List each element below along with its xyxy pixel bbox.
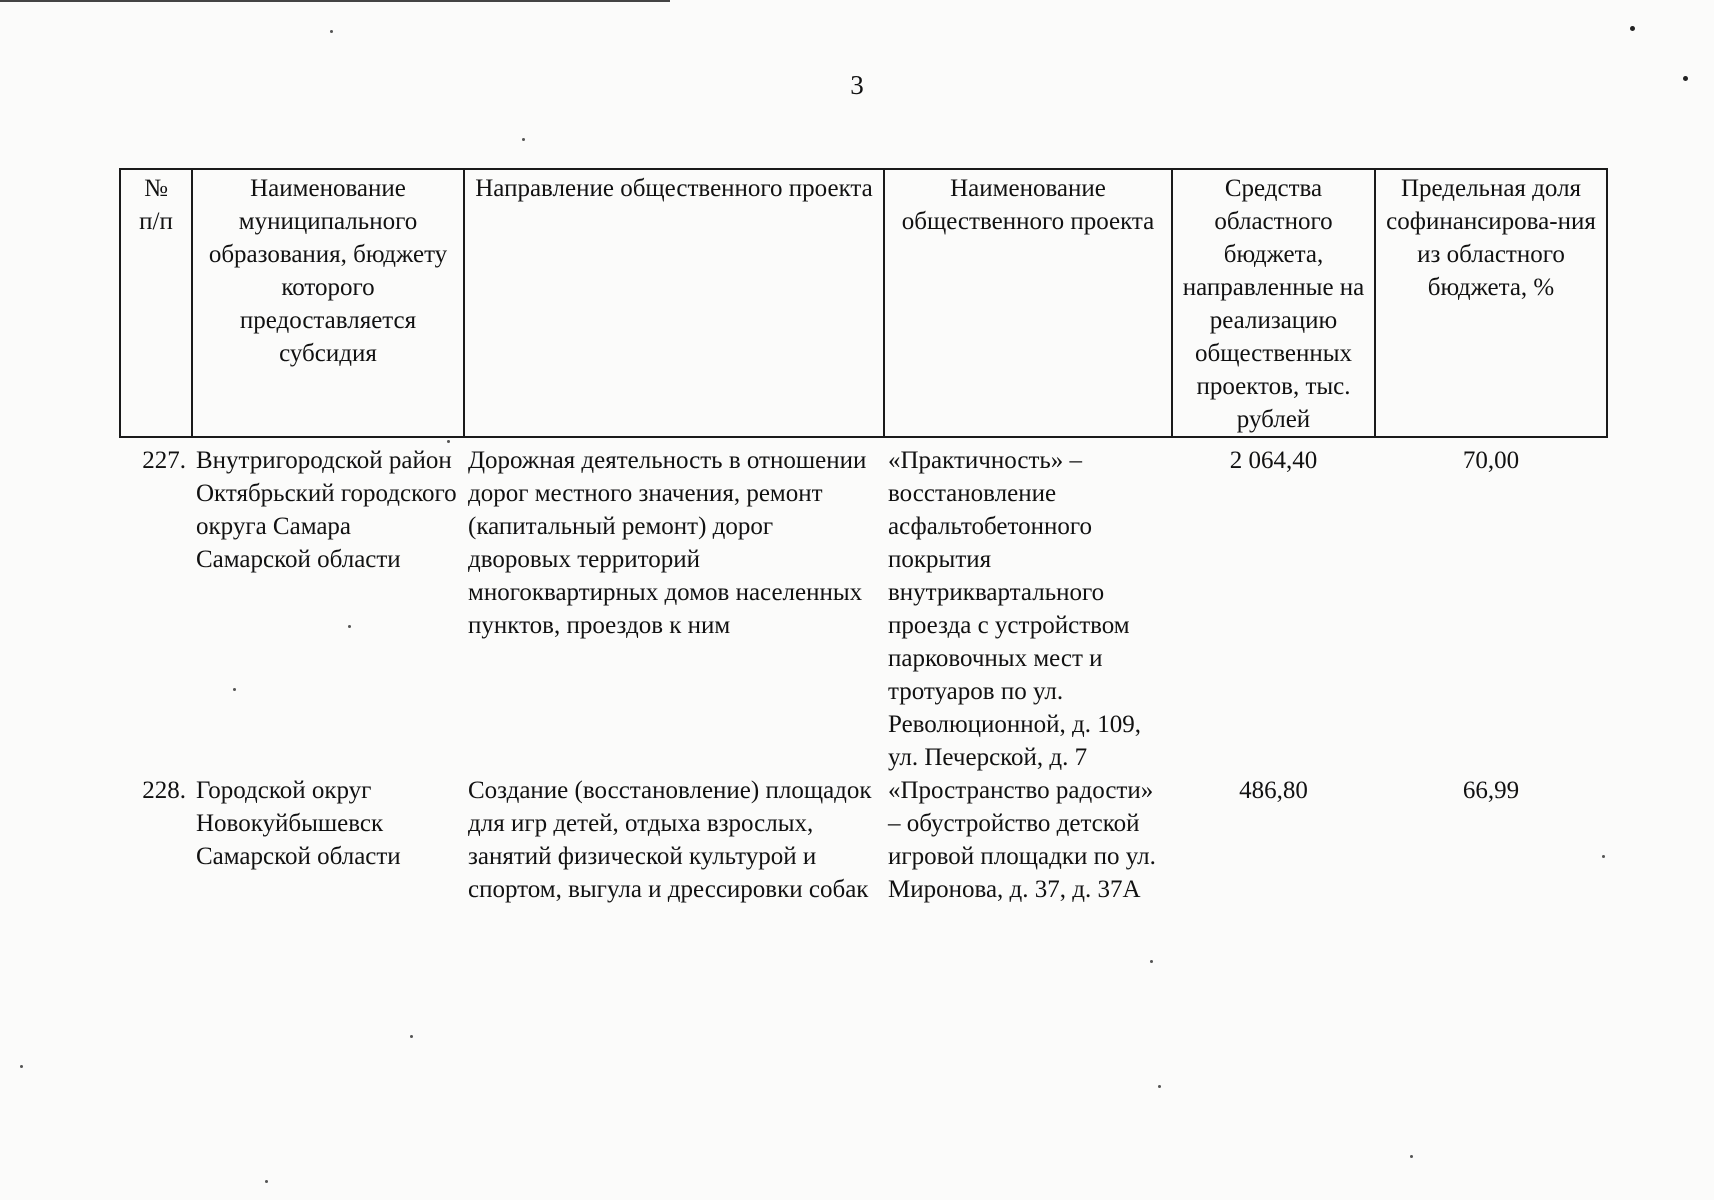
header-number: № п/п: [120, 169, 192, 437]
table-header-row: [120, 169, 1607, 437]
scan-top-edge: [0, 0, 670, 2]
row-share: 66,99: [1462, 777, 1520, 804]
row-share: 70,00: [1462, 447, 1520, 474]
row-project-name: «Практичность» – восстановление асфальтобетонного покрытия внутриквартального проезда с устройством парковочных мест и тротуаров по ул. Революционной, д. 109, ул. Печерской, д. 7: [888, 447, 1141, 771]
scan-speck: [265, 1180, 268, 1183]
row-funds: 486,80: [1239, 777, 1308, 804]
scan-speck: [1150, 960, 1153, 963]
header-funds: Средства областного бюджета, направленные на реализацию общественных проектов, тыс. рублей: [1172, 169, 1375, 437]
row-municipality: Внутригородской район Октябрьский городского округа Самара Самарской области: [196, 447, 457, 573]
row-project-name: «Пространство радости» – обустройство детской игровой площадки по ул. Миронова, д. 37, д. 37А: [888, 777, 1156, 903]
header-direction: Направление общественного проекта: [464, 169, 884, 437]
header-share: Предельная доля софинансирова-ния из областного бюджета, %: [1375, 169, 1607, 437]
row-municipality: Городской округ Новокуйбышевск Самарской области: [196, 777, 401, 870]
table-row: [120, 774, 1607, 906]
header-project-name: Наименование общественного проекта: [884, 169, 1172, 437]
scan-speck: [20, 1065, 23, 1068]
scan-speck: [1158, 1085, 1161, 1088]
scan-speck: [447, 440, 450, 443]
table-row: [120, 437, 1607, 774]
scan-speck: [1630, 26, 1635, 31]
scan-speck: [330, 30, 333, 33]
header-municipality: Наименование муниципального образования, бюджету которого предоставляется субсидия: [192, 169, 464, 437]
scan-speck: [233, 688, 236, 691]
page-number: 3: [850, 70, 864, 100]
row-direction: Создание (восстановление) площадок для игр детей, отдыха взрослых, занятий физической культурой и спортом, выгула и дрессировки собак: [468, 777, 872, 903]
row-number: 227.: [142, 447, 186, 474]
row-direction: Дорожная деятельность в отношении дорог местного значения, ремонт (капитальный ремонт) дорог дворовых территорий многоквартирных домов населенных пунктов, проездов к ним: [468, 447, 867, 639]
row-funds: 2 064,40: [1229, 447, 1318, 474]
scan-speck: [522, 138, 525, 141]
scan-speck: [348, 625, 351, 628]
scan-speck: [410, 1035, 413, 1038]
scan-speck: [1683, 76, 1688, 81]
row-number: 228.: [142, 777, 186, 804]
scan-speck: [1410, 1155, 1413, 1158]
scan-speck: [1602, 855, 1605, 858]
subsidy-table: [119, 168, 1608, 906]
